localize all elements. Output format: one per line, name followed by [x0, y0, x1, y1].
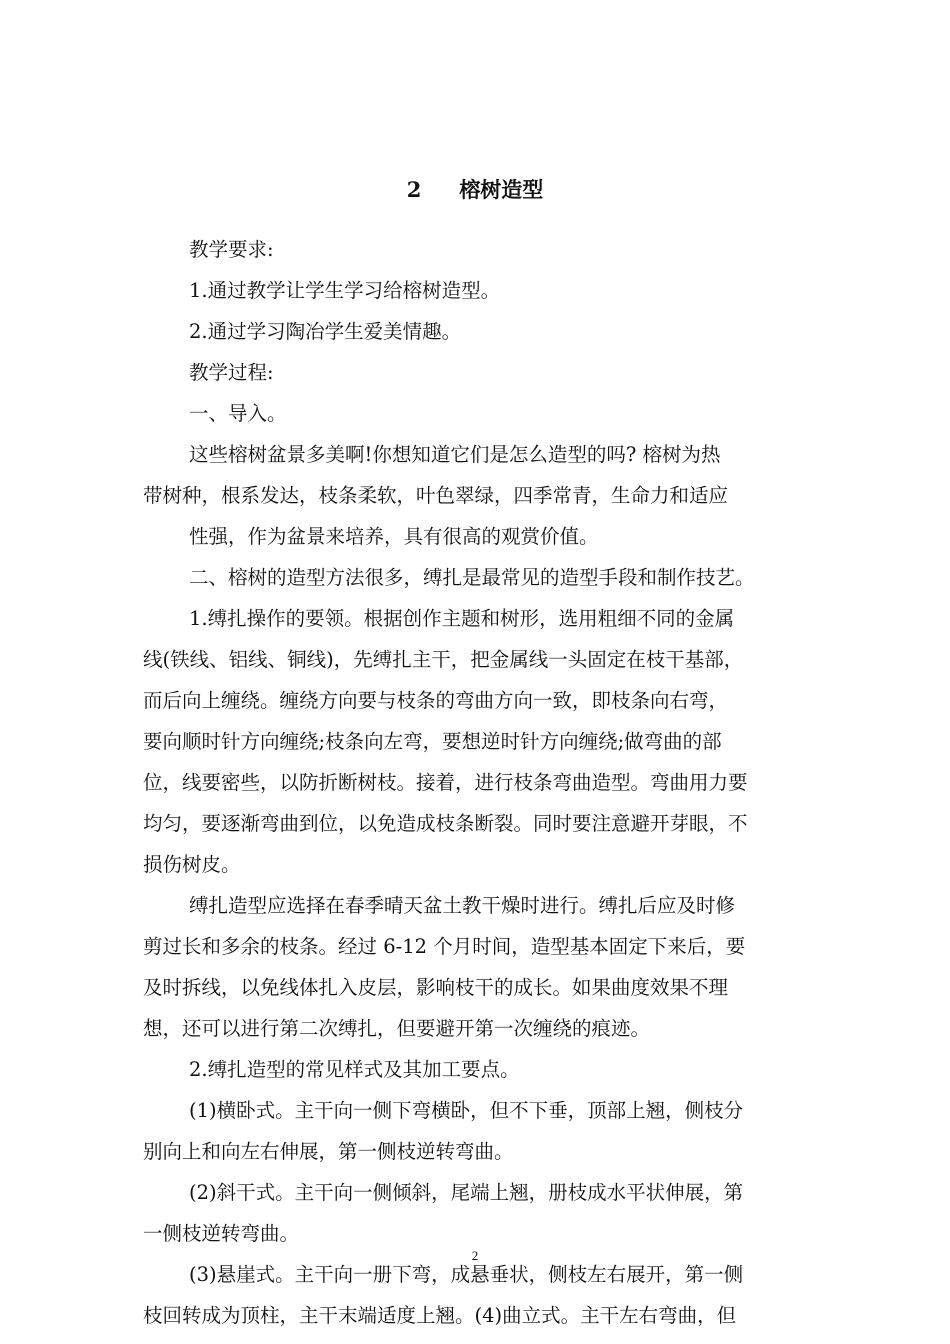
- text-line: 1.缚扎操作的要领。根据创作主题和树形，选用粗细不同的金属: [189, 607, 735, 630]
- page-number: 2: [471, 1248, 479, 1263]
- text-line: 及时拆线，以免线体扎入皮层，影响枝干的成长。如果曲度效果不理: [143, 976, 729, 999]
- text-line: 线(铁线、铝线、铜线)，先缚扎主干，把金属线一头固定在枝干基部，: [143, 648, 744, 671]
- document-body: [143, 229, 808, 1336]
- text-line: 位，线要密些，以防折断树枝。接着，进行枝条弯曲造型。弯曲用力要: [143, 771, 748, 794]
- text-line: 二、榕树的造型方法很多，缚扎是最常见的造型手段和制作技艺。: [189, 566, 755, 589]
- text-line: (2)斜干式。主干向一侧倾斜，尾端上翘，册枝成水平状伸展，第: [189, 1181, 744, 1204]
- text-line: 缚扎造型应选择在春季晴天盆土教干燥时进行。缚扎后应及时修: [189, 894, 736, 917]
- text-line: 性强，作为盆景来培养，具有很高的观赏价值。: [189, 525, 599, 548]
- text-line: 而后向上缠绕。缠绕方向要与枝条的弯曲方向一致，即枝条向右弯，: [143, 689, 729, 712]
- title-number: 2: [406, 177, 422, 202]
- text-line: 损伤树皮。: [143, 853, 241, 876]
- title-text: 榕树造型: [459, 177, 544, 202]
- text-line: 这些榕树盆景多美啊!你想知道它们是怎么造型的吗? 榕树为热: [189, 443, 721, 466]
- text-line: 2.通过学习陶冶学生爱美情趣。: [189, 320, 462, 343]
- text-line: 剪过长和多余的枝条。经过 6-12 个月时间，造型基本固定下来后，要: [143, 935, 746, 958]
- text-line: 一侧枝逆转弯曲。: [143, 1222, 300, 1245]
- text-line: 想，还可以进行第二次缚扎，但要避开第一次缠绕的痕迹。: [143, 1017, 651, 1040]
- text-line: 别向上和向左右伸展，第一侧枝逆转弯曲。: [143, 1140, 514, 1163]
- text-line: (1)横卧式。主干向一侧下弯横卧，但不下垂，顶部上翘，侧枝分: [189, 1099, 744, 1122]
- text-line: (3)悬崖式。主干向一册下弯，成悬垂状，侧枝左右展开，第一侧: [189, 1263, 744, 1286]
- text-line: 均匀，要逐渐弯曲到位，以免造成枝条断裂。同时要注意避开芽眼，不: [143, 812, 748, 835]
- text-line: 教学要求:: [189, 238, 274, 261]
- text-line: 一、导入。: [189, 402, 287, 425]
- text-line: 带树种，根系发达，枝条柔软，叶色翠绿，四季常青，生命力和适应: [143, 484, 729, 507]
- document-title: [0, 172, 950, 208]
- text-line: 教学过程:: [189, 361, 274, 384]
- text-line: 1.通过教学让学生学习给榕树造型。: [189, 279, 501, 302]
- text-line: 枝回转成为顶柱，主干末端适度上翘。(4)曲立式。主干左右弯曲，但: [143, 1304, 737, 1327]
- text-line: 2.缚扎造型的常见样式及其加工要点。: [189, 1058, 520, 1081]
- text-line: 要向顺时针方向缠绕;枝条向左弯，要想逆时针方向缠绕;做弯曲的部: [143, 730, 722, 753]
